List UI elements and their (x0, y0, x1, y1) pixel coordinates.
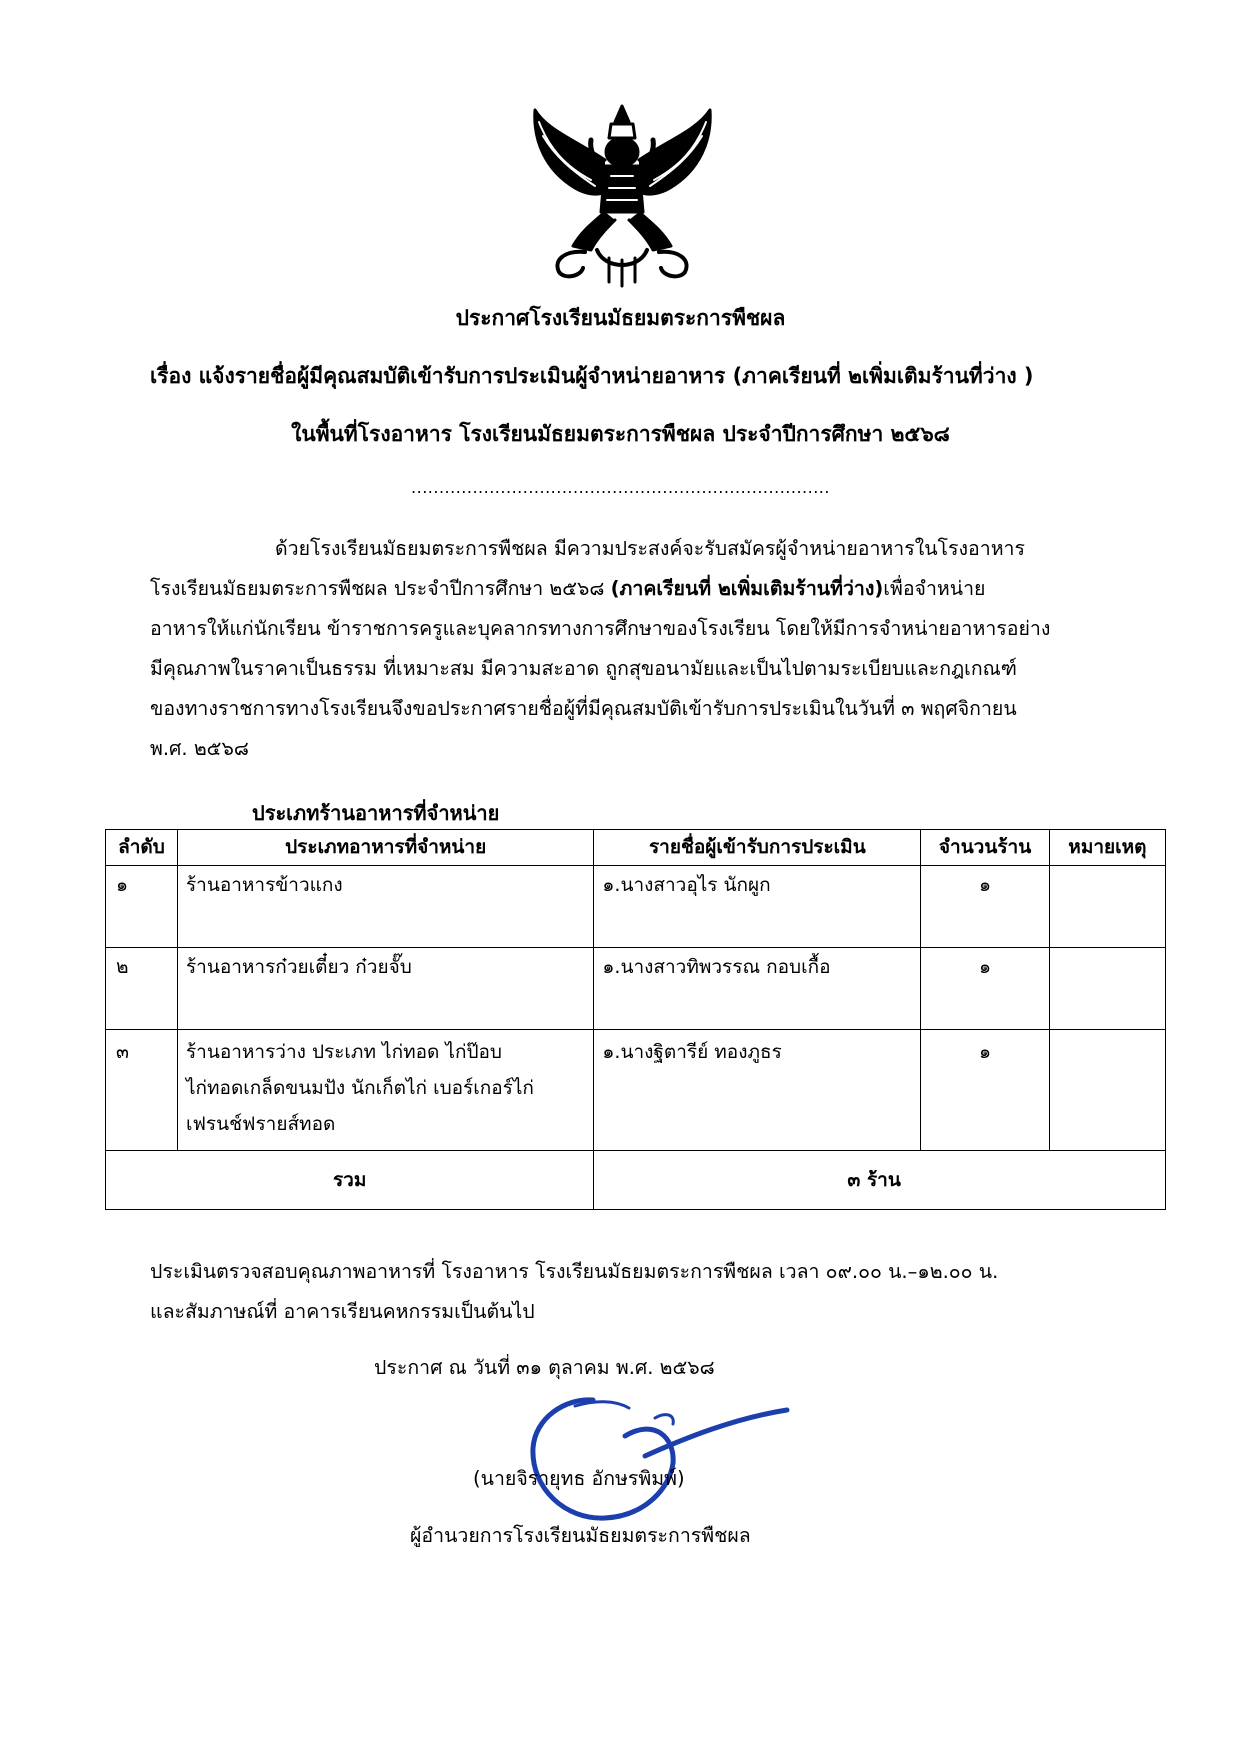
body-line-5: ของทางราชการทางโรงเรียนจึงขอประกาศรายชื่อผู้ที่มีคุณสมบัติเข้ารับการประเมินในวันที่ ๓ พฤศจิกายน (150, 697, 1017, 720)
row-applicant: ๑.นางฐิตารีย์ ทองภูธร (594, 1030, 921, 1151)
garuda-emblem-icon (525, 100, 720, 288)
evaluation-note: ประเมินตรวจสอบคุณภาพอาหารที่ โรงอาหาร โรงเรียนมัธยมตระการพืชผล เวลา ๐๙.๐๐ น.–๑๒.๐๐ น. (150, 1260, 999, 1283)
announcement-title: ประกาศโรงเรียนมัธยมตระการพืชผล (455, 306, 786, 330)
row-applicant: ๑.นางสาวอุไร นักผูก (594, 866, 921, 948)
body-line-3: อาหารให้แก่นักเรียน ข้าราชการครูและบุคลากรทางการศึกษาของโรงเรียน โดยให้มีการจำหน่ายอาหารอย่าง (150, 617, 1051, 640)
row-food-type: ร้านอาหารก๋วยเตี๋ยว ก๋วยจั๊บ (177, 948, 593, 1030)
signer-position: ผู้อำนวยการโรงเรียนมัธยมตระการพืชผล (410, 1524, 751, 1547)
vendor-table (105, 829, 1166, 1210)
body-line-6: พ.ศ. ๒๕๖๘ (150, 737, 249, 760)
subject-line-location: ในพื้นที่โรงอาหาร โรงเรียนมัธยมตระการพืชผล ประจำปีการศึกษา ๒๕๖๘ (291, 422, 950, 446)
total-row (106, 1151, 1166, 1210)
semester-note: (ภาคเรียนที่ ๒เพิ่มเติมร้านที่ว่าง) (610, 577, 884, 600)
body-line-2-tail: เพื่อจำหน่าย (883, 577, 986, 600)
subject-line: เรื่อง แจ้งรายชื่อผู้มีคุณสมบัติเข้ารับการประเมินผู้จำหน่ายอาหาร (ภาคเรียนที่ ๒เพิ่มเติมร้านที่ว่าง ) (150, 364, 1034, 388)
announcement-date: ประกาศ ณ วันที่ ๓๑ ตุลาคม พ.ศ. ๒๕๖๘ (374, 1356, 715, 1379)
food-type-line: ไก่ทอดเกล็ดขนมปัง นักเก็ตไก่ เบอร์เกอร์ไก่ (185, 1077, 534, 1099)
total-value-cell (594, 1151, 1166, 1210)
row-no: ๒ (106, 948, 178, 1030)
body-line-1: ด้วยโรงเรียนมัธยมตระการพืชผล มีความประสงค์จะรับสมัครผู้จำหน่ายอาหารในโรงอาหาร (275, 537, 1025, 560)
body-line-4: มีคุณภาพในราคาเป็นธรรม ที่เหมาะสม มีความสะอาด ถูกสุขอนามัยและเป็นไปตามระเบียบและกฎเกณฑ์ (150, 657, 1017, 680)
row-no: ๓ (106, 1030, 178, 1151)
header-food-type: ประเภทอาหารที่จำหน่าย (177, 830, 593, 866)
interview-note: และสัมภาษณ์ที่ อาคารเรียนคหกรรมเป็นต้นไป (150, 1300, 535, 1323)
table-row (106, 1030, 1166, 1151)
total-label: รวม (106, 1151, 594, 1210)
row-no: ๑ (106, 866, 178, 948)
body-line-2-text: โรงเรียนมัธยมตระการพืชผล ประจำปีการศึกษา ๒๕๖๘ (150, 577, 611, 600)
row-food-type (177, 1030, 593, 1151)
header-note: หมายเหตุ (1049, 830, 1165, 866)
signer-name: (นายจิรายุทธ อักษรพิมพ์) (473, 1467, 685, 1490)
header-no: ลำดับ (106, 830, 178, 866)
food-type-line: เฟรนช์ฟรายส์ทอด (185, 1113, 336, 1135)
table-row (106, 866, 1166, 948)
header-count: จำนวนร้าน (921, 830, 1050, 866)
row-count: ๑ (921, 1030, 1050, 1151)
table-header-row (106, 830, 1166, 866)
row-food-type: ร้านอาหารข้าวแกง (177, 866, 593, 948)
row-count: ๑ (921, 948, 1050, 1030)
table-section-title: ประเภทร้านอาหารที่จำหน่าย (252, 801, 500, 825)
food-type-line: ร้านอาหารว่าง ประเภท ไก่ทอด ไก่ป๊อบ (185, 1041, 502, 1063)
table-row (106, 948, 1166, 1030)
body-line-2 (150, 574, 985, 604)
separator-dots: ........................................................................... (411, 478, 830, 497)
total-value: ๓ ร้าน (847, 1169, 901, 1191)
row-count: ๑ (921, 866, 1050, 948)
header-applicant: รายชื่อผู้เข้ารับการประเมิน (594, 830, 921, 866)
row-note (1049, 1030, 1165, 1151)
row-note (1049, 948, 1165, 1030)
signature-icon (505, 1378, 795, 1523)
row-applicant: ๑.นางสาวทิพวรรณ กอบเกื้อ (594, 948, 921, 1030)
row-note (1049, 866, 1165, 948)
